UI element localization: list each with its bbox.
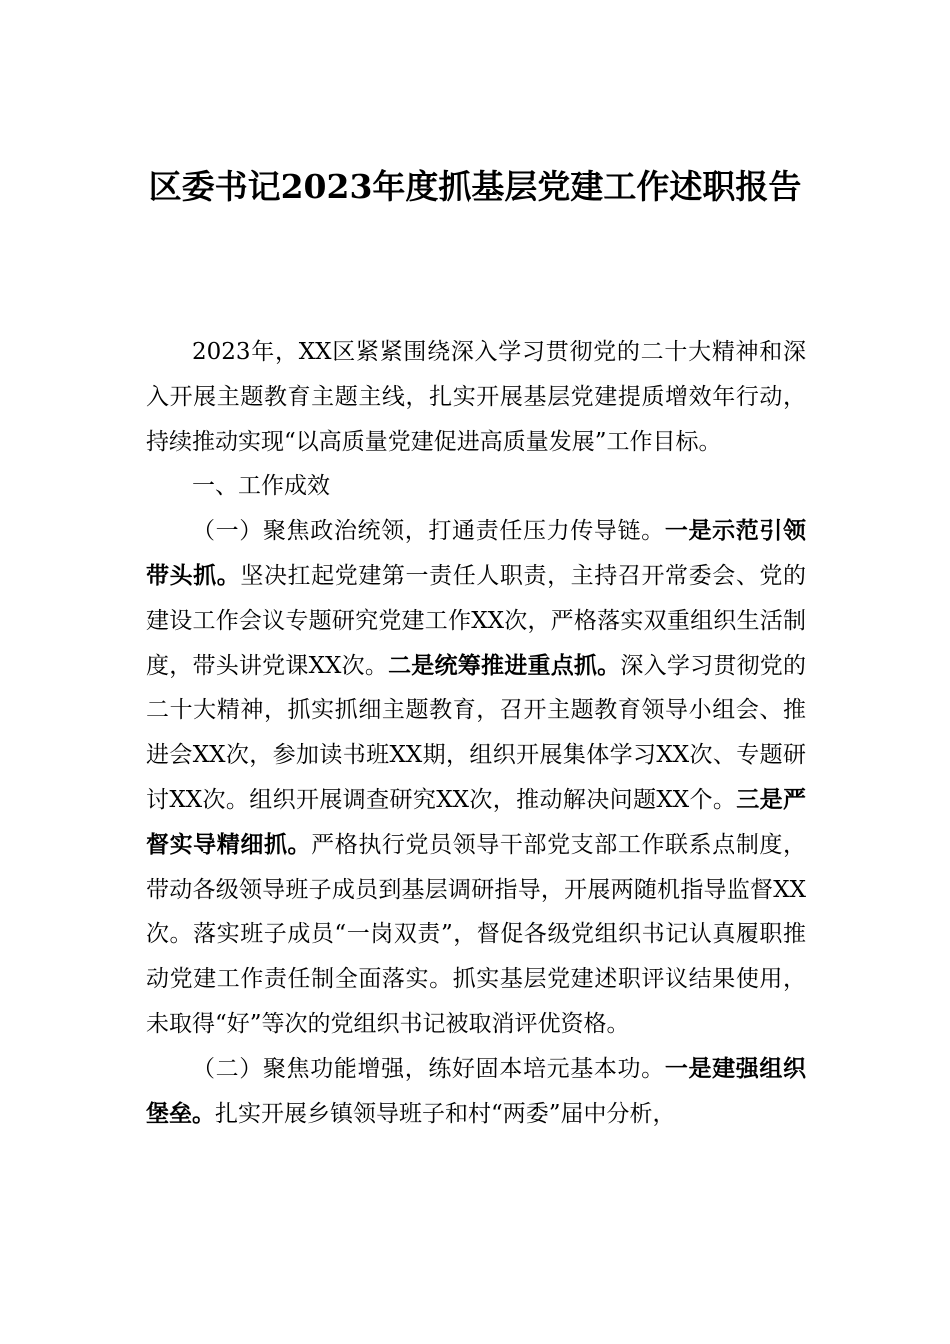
paragraph-2 — [146, 1047, 806, 1137]
point-1-text: 坚决扛起党建第一责任人职责，主持召开常委会、党的建设工作会议专题研究党建工作XX次，严格落实双重组织生活制度，带头讲党课XX次。 — [146, 562, 807, 679]
intro-paragraph: 2023年，XX区紧紧围绕深入学习贯彻党的二十大精神和深入开展主题教育主题主线，扎实开展基层党建提质增效年行动，持续推动实现“以高质量党建促进高质量发展”工作目标。 — [146, 339, 806, 455]
document-title: 区委书记2023年度抓基层党建工作述职报告 — [148, 167, 802, 206]
paragraph-1-lead: （一）聚焦政治统领，打通责任压力传导链。 — [192, 518, 665, 545]
p2-point-1-heading: 一是建强组织堡垒。 — [146, 1055, 807, 1127]
point-2-heading: 二是统筹推进重点抓。 — [388, 652, 621, 679]
paragraph-2-lead: （二）聚焦功能增强，练好固本培元基本功。 — [192, 1055, 665, 1082]
document-body — [146, 330, 806, 1136]
section-heading: 一、工作成效 — [192, 473, 330, 500]
paragraph-1 — [146, 509, 806, 1047]
point-3-heading: 三是严督实导精细抓。 — [146, 786, 806, 858]
point-2-text: 深入学习贯彻党的二十大精神，抓实抓细主题教育，召开主题教育领导小组会、推进会XX次，参加读书班XX期，组织开展集体学习XX次、专题研讨XX次。组织开展调查研究XX次，推动解决问题XX个。 — [146, 652, 807, 813]
point-1-heading: 一是示范引领带头抓。 — [146, 518, 807, 589]
point-3-text: 严格执行党员领导干部党支部工作联系点制度，带动各级领导班子成员到基层调研指导，开展两随机指导监督XX次。落实班子成员“一岗双责”，督促各级党组织书记认真履职推动党建工作责任制全面落实。抓实基层党建述职评议结果使用，未取得“好”等次的党组织书记被取消评优资格。 — [146, 831, 807, 1037]
p2-point-1-text: 扎实开展乡镇领导班子和村“两委”届中分析， — [215, 1100, 676, 1127]
